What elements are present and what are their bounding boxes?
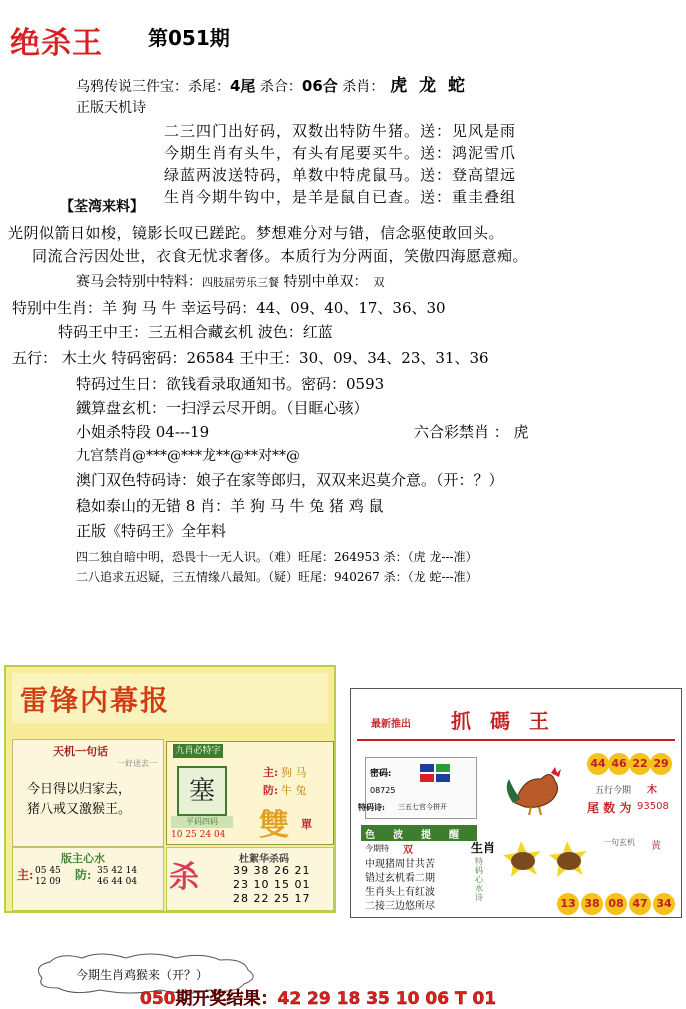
poem-line: 生肖头上有红波 — [365, 887, 435, 898]
shuang-char: 雙 — [259, 808, 289, 843]
jin-label: 今期特 — [365, 844, 389, 853]
weishu-value: 93508 — [637, 801, 669, 812]
chip: 波 — [393, 830, 403, 841]
verse-line: 光阴似箭日如梭，镜影长叹已蹉跎。梦想难分对与错，信念驱使敢回头。 — [8, 224, 505, 242]
number-ball: 13 — [557, 893, 579, 915]
zhu-label: 主: — [263, 766, 279, 779]
tianji-text: 今日得以归家去， — [27, 782, 132, 797]
saima-label: 赛马会特别中特料： — [76, 274, 202, 290]
saima-line — [76, 271, 384, 291]
cloud-text: 今期生肖鸡猴来（开？） — [76, 968, 209, 982]
bulls-icon — [501, 837, 591, 881]
xiaojie-line: 小姐杀特段 04---19 — [76, 423, 210, 441]
huang-label: 黄 — [651, 841, 661, 852]
zhuama-title: 抓 碼 王 — [451, 709, 555, 733]
zhu2-nums: 05 45 12 09 — [35, 866, 61, 887]
mabao-row: 28 22 25 17 — [233, 892, 311, 905]
tema-value: 三五七官今拼开 — [398, 803, 447, 811]
zhuama-head-left: 最新推出 — [371, 719, 411, 730]
jiuxiao-box — [166, 741, 334, 845]
aomen-line: 澳门双色特码诗：娘子在家等郎归，双双来迟莫介意。（开：？） — [76, 471, 504, 489]
leifeng-title: 雷锋内幕报 — [20, 684, 171, 717]
fang-value: 牛 兔 — [281, 784, 307, 797]
crow-line — [76, 71, 468, 96]
number-ball: 47 — [629, 893, 651, 915]
shengxiao-label: 生肖 — [471, 841, 496, 855]
poem-line: 错过玄机看二期 — [365, 873, 435, 884]
weishu-label: 尾 数 为 — [587, 801, 632, 815]
poem-line: 生肖今期牛钩中，是羊是鼠自已查。送：重圭叠组 — [164, 188, 517, 206]
leifeng-header — [12, 673, 328, 723]
logo-icon — [420, 764, 450, 782]
crow-xiao-value: 虎 龙 蛇 — [390, 76, 469, 96]
wuxing-line: 五行： 木土火 特码密码：26584 王中王：30、09、34、23、31、36 — [12, 349, 489, 367]
number-ball: 38 — [581, 893, 603, 915]
pingte-nums: 10 25 24 04 — [171, 830, 226, 840]
small-line: 二八追求五迟疑，三五情缘八最知。（疑）旺尾：940267 杀：（龙 蛇---准） — [76, 570, 478, 584]
number-ball: 29 — [650, 753, 672, 775]
dan-char: 單 — [301, 818, 312, 831]
mabao-row: 23 10 15 01 — [233, 878, 311, 891]
sha-char: 杀 — [169, 860, 199, 895]
saima-dan-label: 特别中单双： — [279, 274, 368, 290]
tianji-text: 猪八戒又激猴王。 — [27, 802, 132, 817]
fang-label: 防: — [263, 784, 279, 797]
number-ball: 44 — [587, 753, 609, 775]
crow-label: 乌鸦传说三件宝：杀尾： — [76, 79, 230, 95]
banzhu-title: 版主心水 — [61, 852, 105, 865]
poem-line: 二接三边悠所尽 — [365, 901, 435, 912]
fang2-label: 防: — [75, 868, 92, 882]
saima-value: 四肢屈劳乐三餐 — [202, 276, 279, 289]
quanwan-label: 【荃湾来料】 — [60, 199, 144, 215]
chip: 醒 — [449, 830, 459, 841]
draw-result: 050期开奖结果：42 29 18 35 10 06 T 01 — [140, 989, 497, 1009]
tiesuan-line: 鐵算盘玄机：一扫浮云尽开朗。（目眶心骇） — [76, 399, 369, 417]
number-ball: 34 — [653, 893, 675, 915]
saima-dan-value: 双 — [373, 276, 385, 289]
mima-label: 密码: — [370, 769, 392, 779]
chip-row — [361, 825, 477, 841]
banzhu-box — [12, 847, 164, 911]
chip: 提 — [421, 830, 431, 841]
page-title: 绝杀王 — [10, 26, 103, 61]
tianji-title: 天机一句话 — [53, 745, 108, 758]
sidenote: 特码心水诗 — [475, 857, 483, 902]
mabao-title: 杜絮华杀码 — [239, 854, 289, 865]
poem-line: 二三四门出好码，双数出特防牛猪。送：见风是雨 — [164, 122, 517, 140]
small-line: 四二独自暗中明，恐畏十一无人识。（难）旺尾：264953 杀：（虎 龙---准） — [76, 550, 478, 564]
guoshengri-line: 特码过生日：欲钱看录取通知书。密码：0593 — [76, 375, 385, 393]
rooster-icon — [495, 759, 575, 817]
zhuama-panel — [350, 688, 682, 918]
mabao-box — [166, 847, 334, 911]
number-ball: 08 — [605, 893, 627, 915]
wuxing-value: 木 — [647, 785, 657, 796]
chip: 色 — [365, 830, 375, 841]
jiuxiao-title: 九肖必特字 — [173, 744, 223, 758]
number-ball: 46 — [608, 753, 630, 775]
big-char: 塞 — [177, 766, 227, 816]
tema-label: 特码诗: — [358, 802, 385, 812]
zhuama-header — [357, 693, 675, 741]
zhu2-label: 主: — [17, 868, 34, 882]
jin-value: 双 — [403, 845, 413, 856]
wenru-line: 稳如泰山的无错 8 肖：羊 狗 马 牛 兔 猪 鸡 鼠 — [76, 497, 384, 515]
crow-xiao-label: 杀肖： — [337, 79, 385, 95]
leifeng-panel — [4, 665, 336, 913]
mima-value: 08725 — [370, 786, 396, 795]
pingte-label: 平码四码 — [171, 816, 233, 828]
poem-line: 绿蓝两波送特码，单数中特虎鼠马。送：登高望远 — [164, 166, 517, 184]
tianji-sub: 一好送去一 — [117, 759, 157, 768]
crow-he-label: 杀合： — [255, 79, 302, 95]
liuhe-line: 六合彩禁肖 ： 虎 — [414, 423, 529, 441]
tianji-box — [12, 739, 164, 847]
poem-title: 正版天机诗 — [76, 100, 146, 116]
zhengban-line: 正版《特码王》全年料 — [76, 522, 227, 540]
yiju-label: 一句玄机 — [603, 838, 635, 847]
zhu-value: 狗 马 — [281, 766, 307, 779]
wuxing-label: 五行今期 — [595, 786, 632, 796]
fang2-nums: 35 42 14 46 44 04 — [97, 866, 138, 887]
number-ball: 22 — [629, 753, 651, 775]
crow-he-value: 06合 — [301, 77, 338, 95]
jiugong-line: 九宫禁肖@***@***龙**@**对**@ — [76, 448, 300, 464]
mima-box — [358, 757, 477, 819]
poem-line: 今期生肖有头牛，有头有尾要买牛。送：鸿泥雪爪 — [164, 144, 517, 162]
issue-number: 第051期 — [148, 26, 230, 50]
verse-line: 同流合污因处世，衣食无忧求奢侈。本质行为分两面，笑傲四海愿意痴。 — [32, 247, 529, 265]
temawang-line: 特码王中王：三五相合藏玄机 波色：红蓝 — [58, 323, 333, 341]
poem-line: 中现猪周甘共苦 — [365, 859, 435, 870]
tebie-shengxiao-line: 特别中生肖：羊 狗 马 牛 幸运号码：44、09、40、17、36、30 — [12, 299, 446, 317]
crow-tail: 4尾 — [230, 77, 256, 95]
mabao-row: 39 38 26 21 — [233, 864, 311, 877]
